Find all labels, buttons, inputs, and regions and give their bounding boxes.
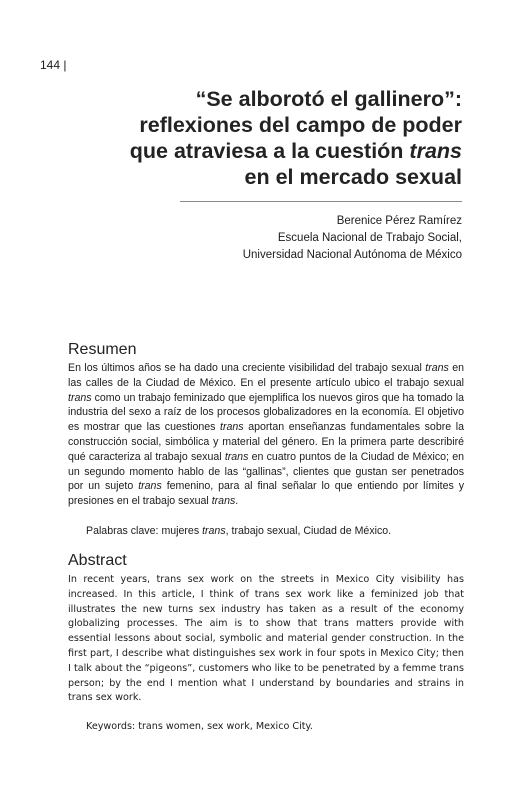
title-italic-term: trans [409,139,462,163]
title-line-2: reflexiones del campo de poder [139,113,462,137]
title-line-3: que atraviesa a la cuestión trans [129,139,462,163]
resumen-keywords: Palabras clave: mujeres trans, trabajo sexual, Ciudad de México. [86,525,392,537]
author-name: Berenice Pérez Ramírez [336,215,462,227]
abstract-keywords: Keywords: trans women, sex work, Mexico City. [86,721,313,732]
resumen-heading: Resumen [68,341,137,358]
article-title [52,86,462,190]
title-divider [180,201,462,202]
author-block [162,213,462,264]
author-affiliation-university: Universidad Nacional Autónoma de México [242,249,462,261]
abstract-heading: Abstract [68,552,127,569]
author-affiliation-school: Escuela Nacional de Trabajo Social, [277,232,462,244]
page-number: 144 | [40,58,67,72]
keywords-label-en: Keywords: [86,721,136,732]
title-line-1: “Se alborotó el gallinero”: [195,87,462,111]
keywords-label: Palabras clave: [86,525,159,537]
abstract-body: In recent years, trans sex work on the streets in Mexico City visibility has increased. In this article, I think of trans sex work like a feminized job that illustrates the new turns sex industry has taken as a result of the economy globalizing processes. The aim is to show that trans matters provide with essential lessons about social, symbolic and material gender construction. In the first part, I describe what distinguishes sex work in four spots in Mexico City; then I talk about the “pigeons”, customers who like to be penetrated by a femme trans person; by the end I mention what I understand by boundaries and strains in trans sex work. [68,574,464,704]
title-line-4: en el mercado sexual [244,165,462,189]
resumen-body: En los últimos años se ha dado una creciente visibilidad del trabajo sexual trans en las calles de la Ciudad de México. En el presente artículo ubico el trabajo sexual trans como un trabajo feminizado que ejemplifica los nuevos giros que ha tomado la industria del sexo a raíz de los procesos globalizadores en la economía. El objetivo es mostrar que las cuestiones trans aportan enseñanzas fundamentales sobre la construcción social, simbólica y material del género. En la primera parte describiré qué caracteriza al trabajo sexual trans en cuatro puntos de la Ciudad de México; en un segundo momento hablo de las “gallinas”, clientes que gustan ser penetrados por un sujeto trans femenino, para al final señalar lo que entiendo por límites y presiones en el trabajo sexual trans. [68,362,464,508]
